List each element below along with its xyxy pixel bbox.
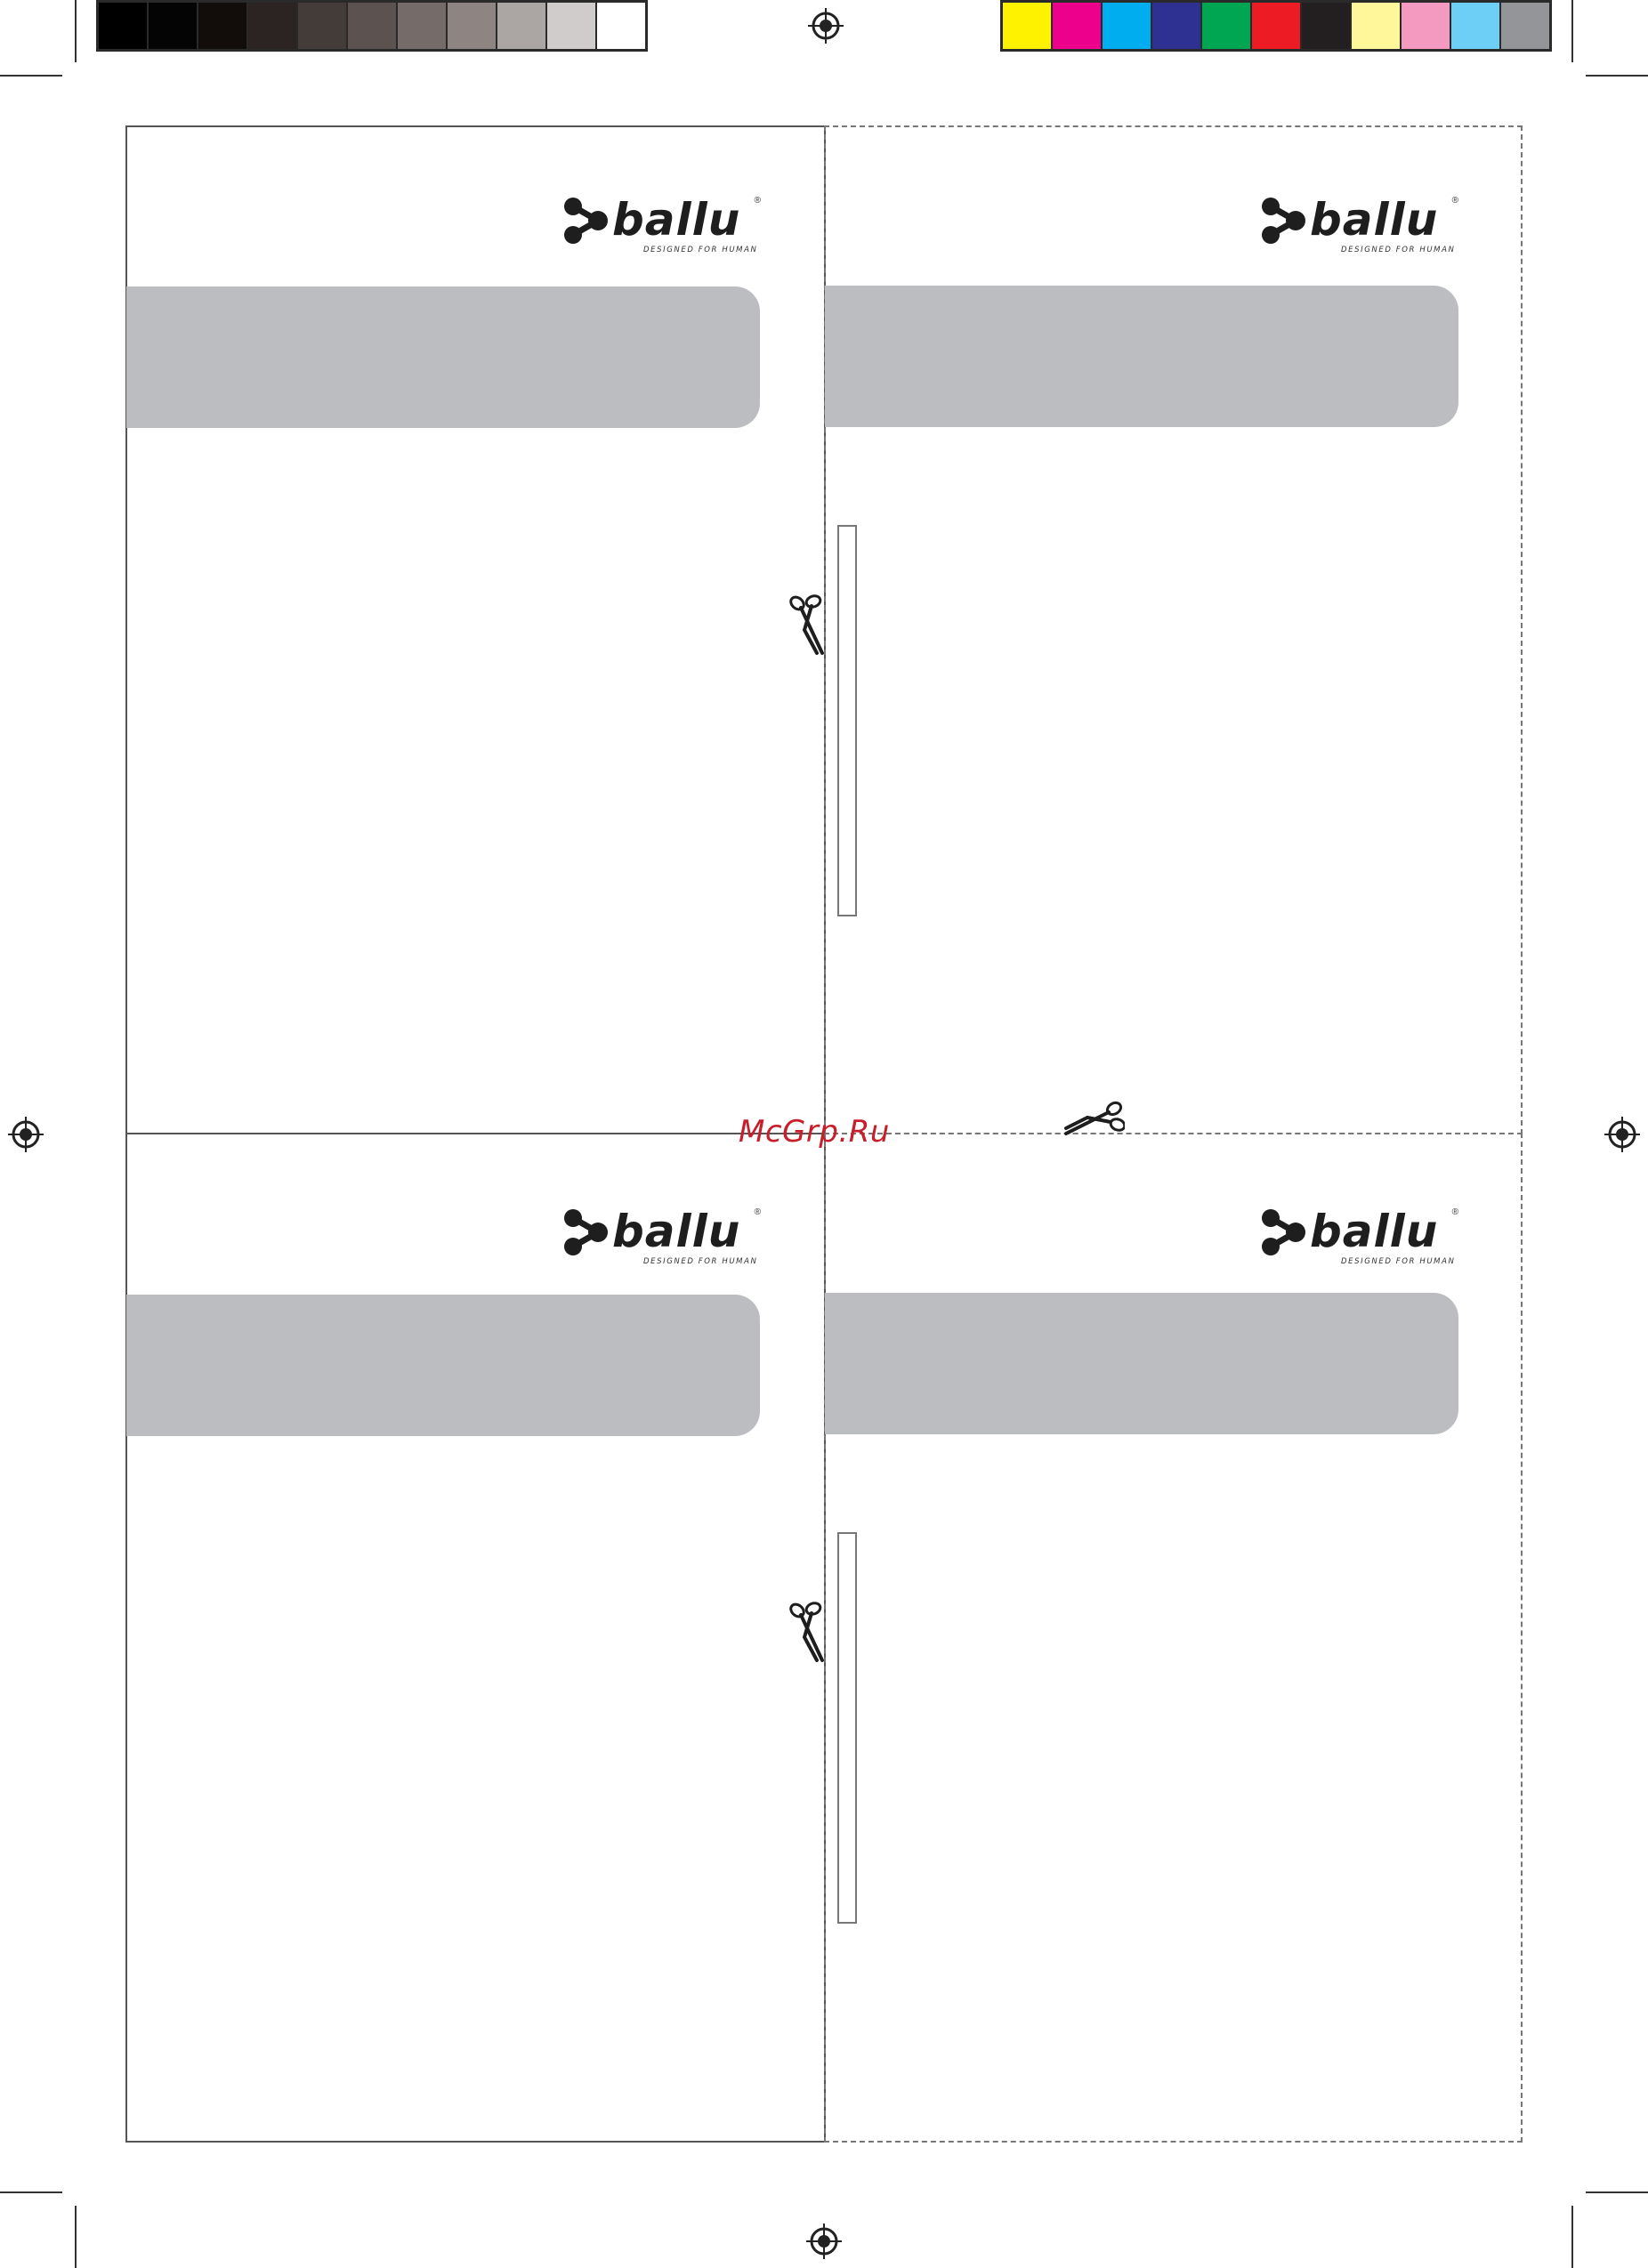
registration-mark-icon <box>808 8 844 44</box>
header-band-top-left <box>126 287 760 428</box>
coupon-panel-top-left <box>125 125 826 1134</box>
watermark: McGrp.Ru <box>739 1114 890 1150</box>
ballu-logo-mark-icon <box>561 196 610 246</box>
logo-tagline: DESIGNED FOR HUMAN <box>1341 1257 1456 1266</box>
tear-off-stub <box>837 525 857 916</box>
color-swatch-bar <box>1000 0 1552 52</box>
scissors-icon <box>1062 1098 1125 1139</box>
color-swatch <box>99 3 149 49</box>
registration-mark-icon <box>8 1117 44 1152</box>
color-swatch <box>1352 3 1402 49</box>
crop-mark <box>75 2206 77 2268</box>
registered-mark: ® <box>754 196 761 206</box>
color-swatch <box>597 3 645 49</box>
ballu-logo <box>1258 196 1458 258</box>
color-swatch <box>1103 3 1152 49</box>
logo-tagline: DESIGNED FOR HUMAN <box>1341 246 1456 254</box>
logo-wordmark: ballu <box>1310 194 1439 246</box>
ballu-logo-mark-icon <box>1258 1207 1308 1257</box>
ballu-logo <box>1258 1207 1458 1270</box>
crop-mark <box>1571 2206 1573 2268</box>
logo-wordmark: ballu <box>612 1206 741 1257</box>
ballu-logo <box>561 196 761 258</box>
color-swatch <box>497 3 547 49</box>
registered-mark: ® <box>1451 196 1458 206</box>
coupon-panel-top-right <box>824 125 1523 1134</box>
registered-mark: ® <box>754 1207 761 1217</box>
crop-mark <box>1586 2191 1648 2193</box>
crop-mark <box>75 0 77 62</box>
color-swatch <box>547 3 597 49</box>
logo-wordmark: ballu <box>612 194 741 246</box>
logo-tagline: DESIGNED FOR HUMAN <box>643 246 758 254</box>
crop-mark <box>1571 0 1573 62</box>
color-swatch <box>1302 3 1352 49</box>
color-swatch <box>248 3 298 49</box>
color-swatch <box>198 3 248 49</box>
color-swatch <box>1501 3 1549 49</box>
color-swatch <box>1451 3 1501 49</box>
scissors-icon <box>787 1602 828 1664</box>
registered-mark: ® <box>1451 1207 1458 1217</box>
header-band-top-right <box>825 286 1458 427</box>
ballu-logo-mark-icon <box>561 1207 610 1257</box>
tear-off-stub <box>837 1532 857 1924</box>
crop-mark <box>0 75 62 77</box>
color-swatch <box>1053 3 1103 49</box>
registration-mark-icon <box>1604 1117 1640 1152</box>
logo-wordmark: ballu <box>1310 1206 1439 1257</box>
ballu-logo-mark-icon <box>1258 196 1308 246</box>
scissors-icon <box>787 594 828 657</box>
header-band-bottom-right <box>825 1293 1458 1434</box>
coupon-panel-bottom-right <box>824 1133 1523 2143</box>
color-swatch <box>348 3 398 49</box>
color-swatch <box>149 3 198 49</box>
color-swatch <box>1402 3 1451 49</box>
color-swatch <box>1003 3 1053 49</box>
crop-mark <box>1586 75 1648 77</box>
crop-mark <box>0 2191 62 2193</box>
color-swatch <box>1202 3 1252 49</box>
logo-tagline: DESIGNED FOR HUMAN <box>643 1257 758 1266</box>
header-band-bottom-left <box>126 1295 760 1436</box>
grayscale-swatch-bar <box>96 0 648 52</box>
color-swatch <box>298 3 348 49</box>
color-swatch <box>1252 3 1302 49</box>
color-swatch <box>398 3 448 49</box>
coupon-panel-bottom-left <box>125 1133 826 2143</box>
color-swatch <box>448 3 497 49</box>
registration-mark-icon <box>806 2224 842 2259</box>
color-swatch <box>1152 3 1202 49</box>
ballu-logo <box>561 1207 761 1270</box>
